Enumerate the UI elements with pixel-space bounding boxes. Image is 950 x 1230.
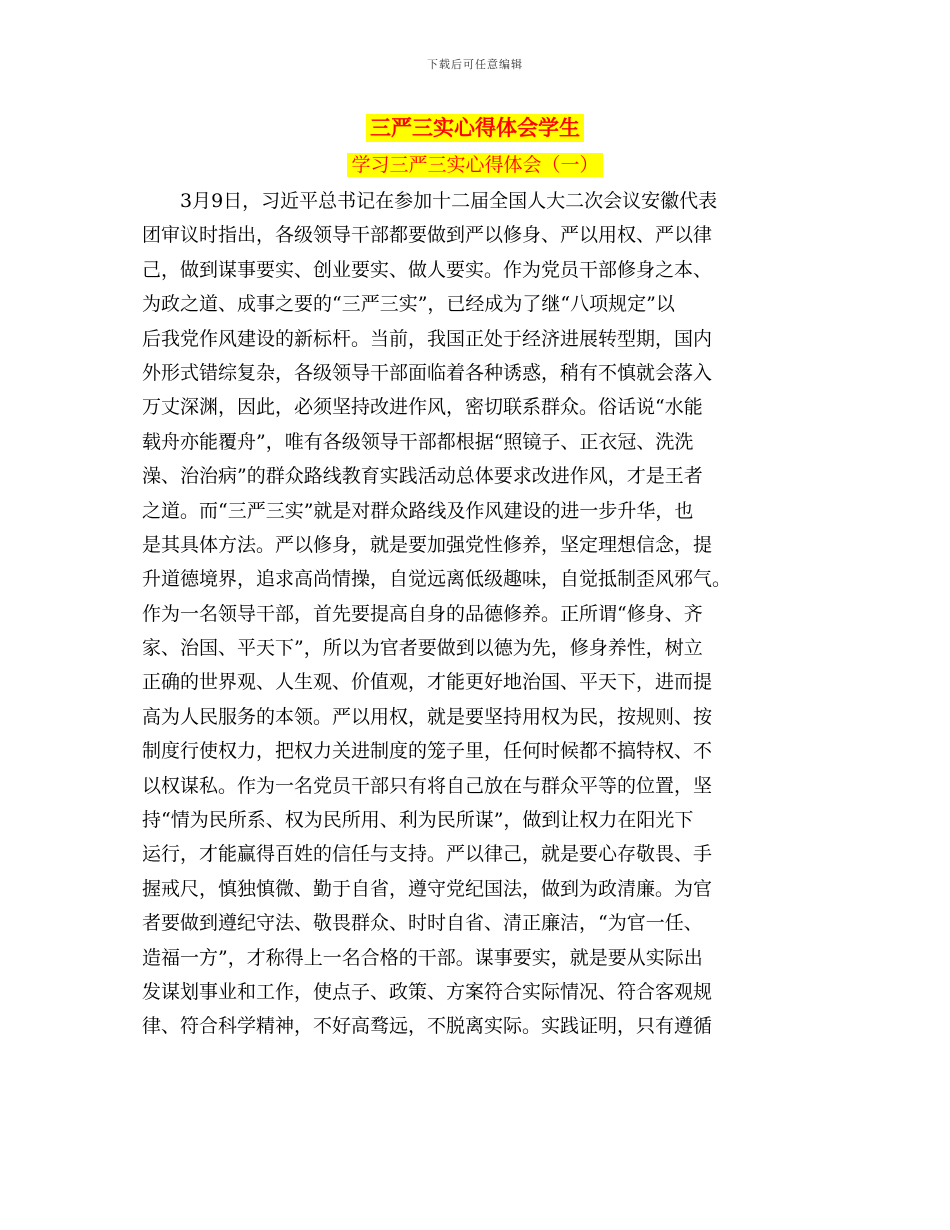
body-line: 以权谋私。作为一名党员干部只有将自己放在与群众平等的位置，坚 — [142, 774, 713, 797]
body-line: 造福一方”，才称得上一名合格的干部。谋事要实，就是要从实际出 — [142, 946, 703, 969]
body-line: 作为一名领导干部，首先要提高自身的品德修养。正所谓“修身、齐 — [142, 602, 703, 625]
body-line: 发谋划事业和工作，使点子、政策、方案符合实际情况、符合客观规 — [142, 980, 713, 1003]
document-title — [0, 112, 950, 142]
body-line: 之道。而“三严三实”就是对群众路线及作风建设的进一步升华，也 — [142, 499, 694, 522]
body-line: 后我党作风建设的新标杆。当前，我国正处于经济进展转型期，国内 — [142, 327, 713, 350]
document-body — [142, 184, 808, 1044]
body-line: 团审议时指出，各级领导干部都要做到严以修身、严以用权、严以律 — [142, 224, 713, 247]
document-subtitle-text: 学习三严三实心得体会（一） — [347, 153, 602, 177]
body-line: 握戒尺，慎独慎微、勤于自省，遵守党纪国法，做到为政清廉。为官 — [142, 877, 713, 900]
body-line: 万丈深渊，因此，必须坚持改进作风，密切联系群众。俗话说“水能 — [142, 396, 703, 419]
body-line: 外形式错综复杂，各级领导干部面临着各种诱惑，稍有不慎就会落入 — [142, 361, 713, 384]
body-line: 升道德境界，追求高尚情操，自觉远离低级趣味，自觉抵制歪风邪气。 — [142, 568, 732, 591]
body-line: 制度行使权力，把权力关进制度的笼子里，任何时候都不搞特权、不 — [142, 740, 713, 763]
body-line: 者要做到遵纪守法、敬畏群众、时时自省、清正廉洁，“为官一任、 — [142, 912, 703, 935]
body-line: 家、治国、平天下”，所以为官者要做到以德为先，修身养性，树立 — [142, 637, 703, 660]
body-line: 律、符合科学精神，不好高骛远，不脱离实际。实践证明，只有遵循 — [142, 1015, 713, 1038]
body-line: 持“情为民所系、权为民所用、利为民所谋”，做到让权力在阳光下 — [142, 809, 694, 832]
body-line: 澡、治治病”的群众路线教育实践活动总体要求改进作风，才是王者 — [142, 465, 703, 488]
body-line: 3月9日，习近平总书记在参加十二届全国人大二次会议安徽代表 — [142, 190, 718, 212]
body-line: 己，做到谋事要实、创业要实、做人要实。作为党员干部修身之本、 — [142, 258, 713, 281]
page-header-note: 下载后可任意编辑 — [427, 58, 523, 71]
body-line: 正确的世界观、人生观、价值观，才能更好地治国、平天下，进而提 — [142, 671, 713, 694]
body-line: 是其具体方法。严以修身，就是要加强党性修养，坚定理想信念，提 — [142, 533, 713, 556]
document-title-text: 三严三实心得体会学生 — [366, 114, 584, 142]
body-line: 运行，才能赢得百姓的信任与支持。严以律己，就是要心存敬畏、手 — [142, 843, 713, 866]
body-line: 高为人民服务的本领。严以用权，就是要坚持用权为民，按规则、按 — [142, 705, 713, 728]
body-line: 为政之道、成事之要的“三严三实”，已经成为了继“八项规定”以 — [142, 293, 675, 316]
body-line: 载舟亦能覆舟”，唯有各级领导干部都根据“照镜子、正衣冠、洗洗 — [142, 430, 694, 453]
document-subtitle — [0, 150, 950, 177]
